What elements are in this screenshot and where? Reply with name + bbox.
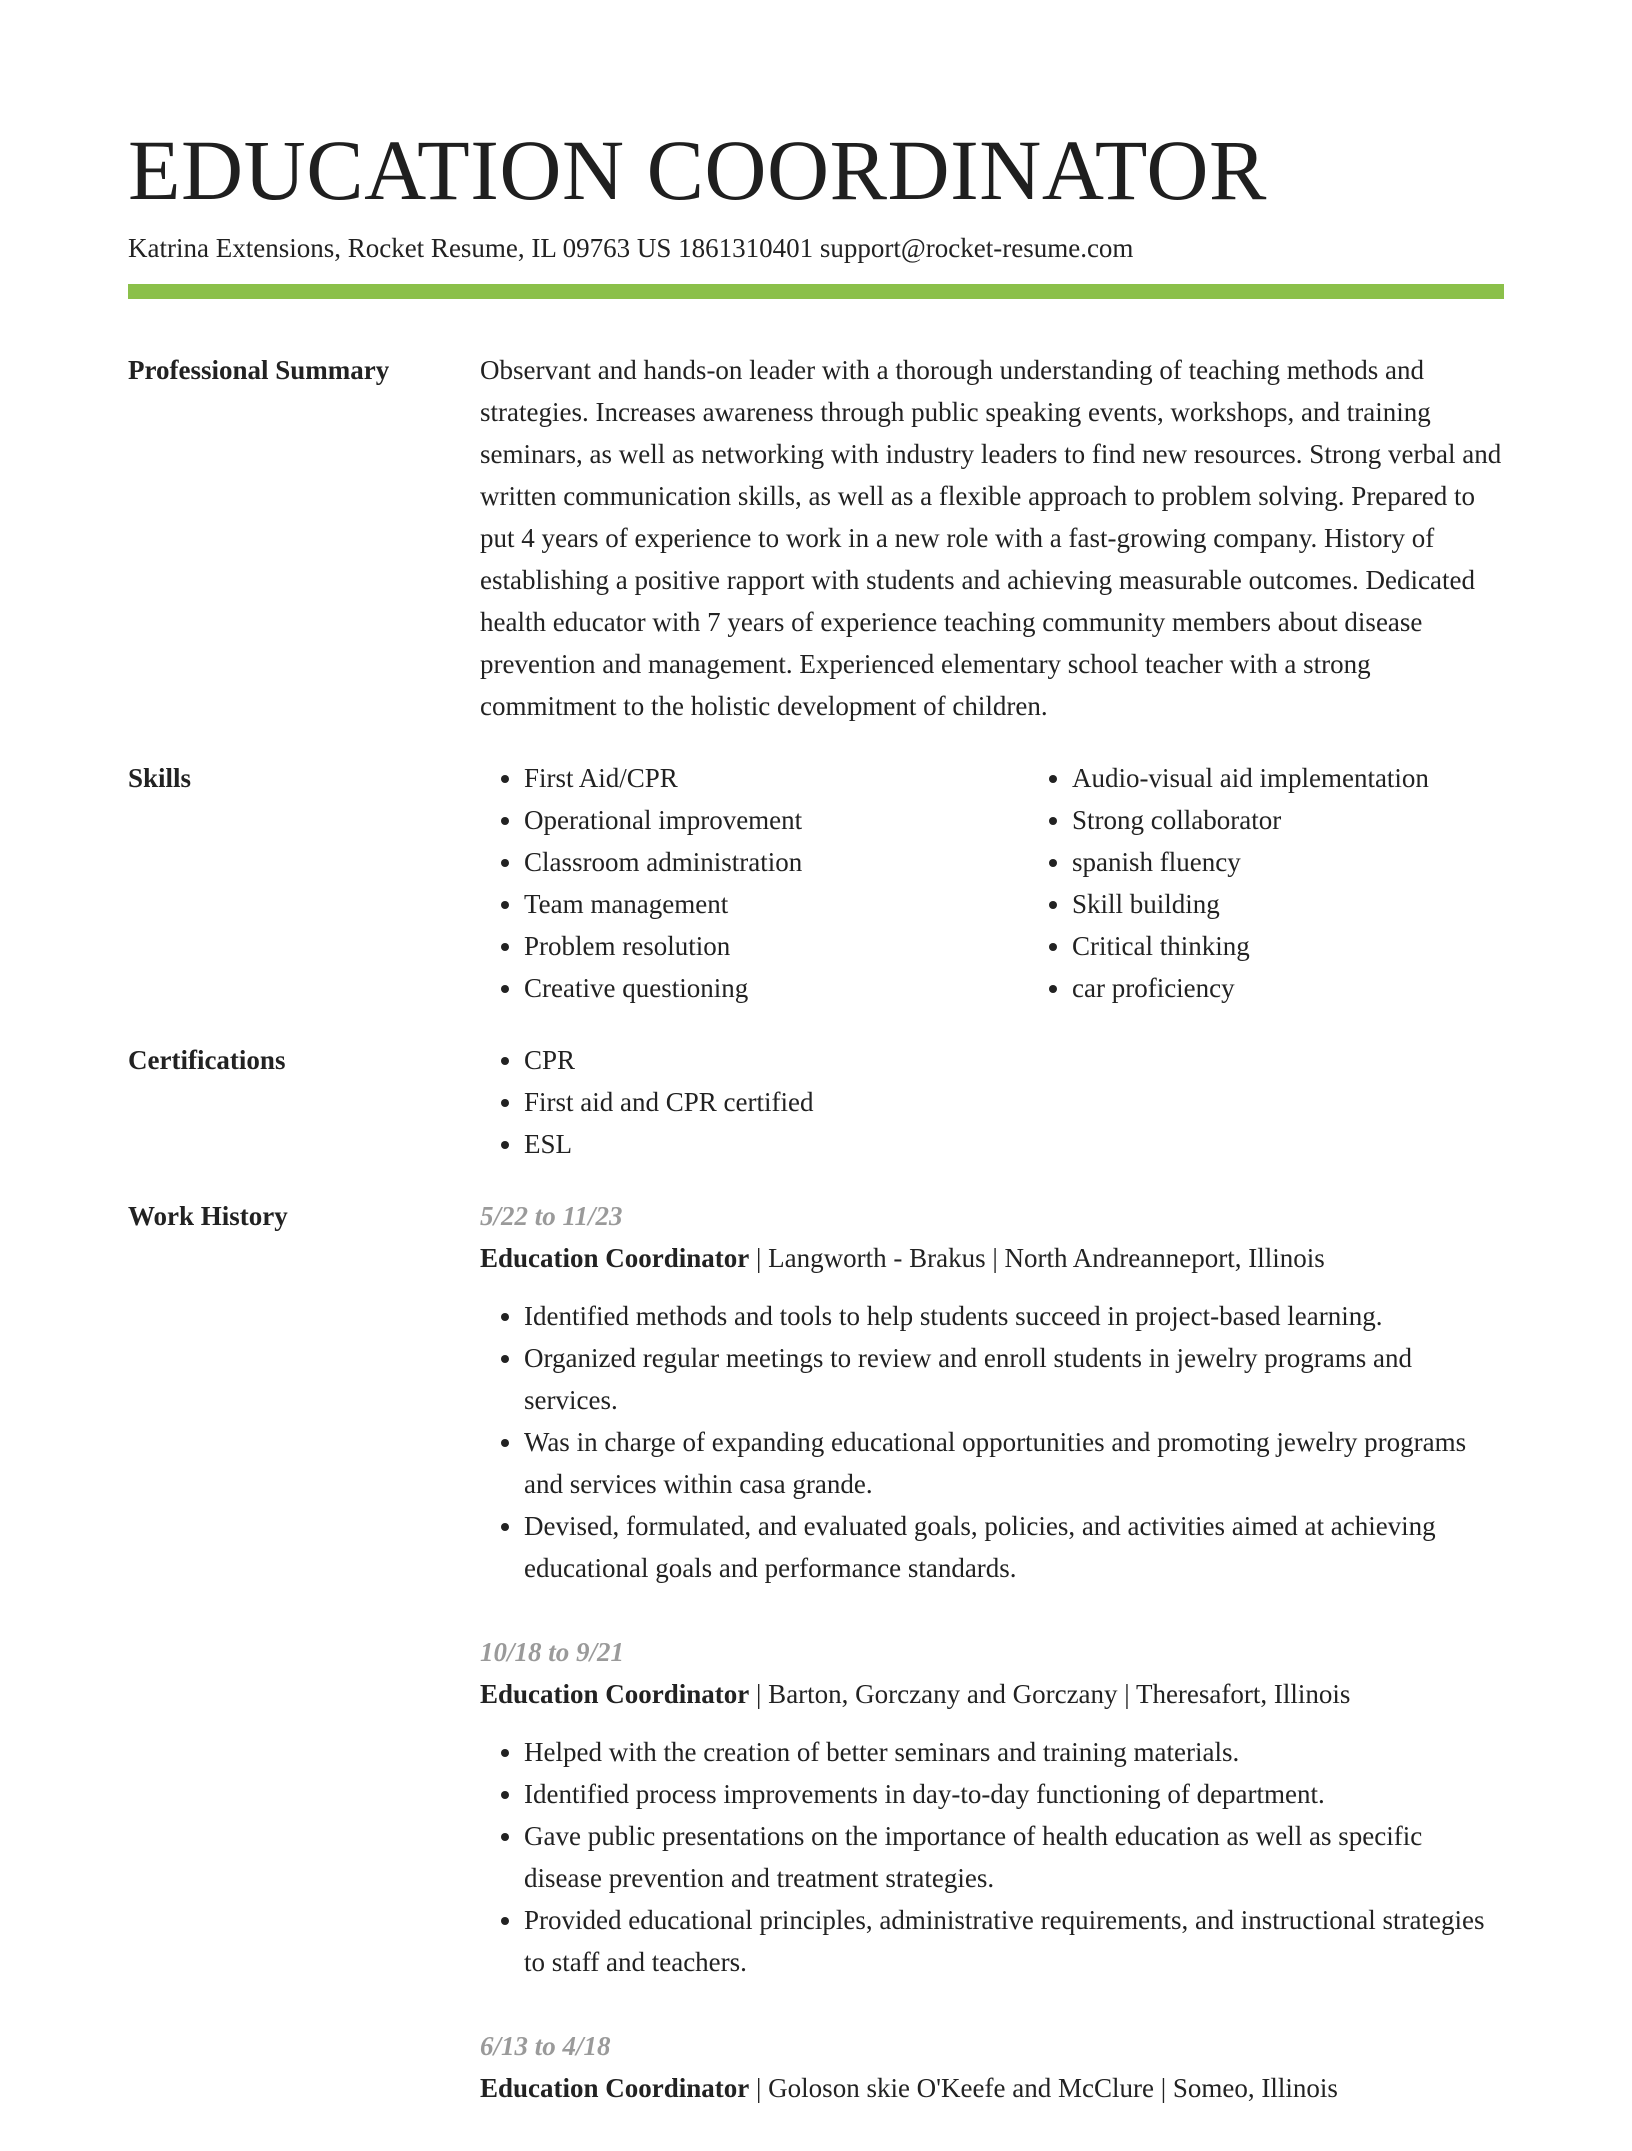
skills-columns bbox=[480, 757, 1576, 1009]
job-bullet: • Was in charge of expanding educational opportunities and promoting jewelry programs and services within casa grande. bbox=[524, 1421, 1504, 1505]
job-heading bbox=[480, 1673, 1504, 1715]
certifications-section bbox=[128, 1039, 1504, 1165]
work-history-section bbox=[128, 1195, 1504, 2151]
job-bullets bbox=[480, 1295, 1504, 1589]
job-bullet: • Devised, formulated, and evaluated goals, policies, and activities aimed at achieving educational goals and performance standards. bbox=[524, 1505, 1504, 1589]
job-details: | Langworth - Brakus | North Andreanneport, Illinois bbox=[749, 1243, 1325, 1273]
skill-item: • Creative questioning bbox=[524, 967, 1028, 1009]
summary-body bbox=[480, 349, 1504, 727]
certifications-body bbox=[480, 1039, 1504, 1165]
skills-section bbox=[128, 757, 1504, 1009]
job-title: Education Coordinator bbox=[480, 1243, 750, 1273]
work-history-body bbox=[480, 1195, 1504, 2151]
skill-item: • Strong collaborator bbox=[1072, 799, 1576, 841]
skill-item: • Problem resolution bbox=[524, 925, 1028, 967]
certification-item: • ESL bbox=[524, 1123, 1504, 1165]
job-heading bbox=[480, 1237, 1504, 1279]
section-label-summary: Professional Summary bbox=[128, 355, 390, 385]
job-entry bbox=[480, 1195, 1504, 1589]
certification-item: • First aid and CPR certified bbox=[524, 1081, 1504, 1123]
job-details: | Barton, Gorczany and Gorczany | Theresafort, Illinois bbox=[749, 1679, 1351, 1709]
section-label-work-history: Work History bbox=[128, 1201, 288, 1231]
job-bullet: • Gave public presentations on the importance of health education as well as specific disease prevention and treatment strategies. bbox=[524, 1815, 1504, 1899]
section-label-skills: Skills bbox=[128, 763, 192, 793]
job-details: | Goloson skie O'Keefe and McClure | Someo, Illinois bbox=[749, 2073, 1338, 2103]
skills-list-left bbox=[480, 757, 1028, 1009]
job-dates: 10/18 to 9/21 bbox=[480, 1637, 625, 1667]
skill-item: • Team management bbox=[524, 883, 1028, 925]
job-dates: 5/22 to 11/23 bbox=[480, 1201, 623, 1231]
header-divider bbox=[128, 284, 1504, 299]
summary-text: Observant and hands-on leader with a thorough understanding of teaching methods and strategies. Increases awareness through public speaking events, workshops, and training seminars, as well as networking with industry leaders to find new resources. Strong verbal and written communication skills, as well as a flexible approach to problem solving. Prepared to put 4 years of experience to work in a new role with a fast-growing company. History of establishing a positive rapport with students and achieving measurable outcomes. Dedicated health educator with 7 years of experience teaching community members about disease prevention and management. Experienced elementary school teacher with a strong commitment to the holistic development of children. bbox=[480, 355, 1502, 721]
job-bullet: • Organized regular meetings to review and enroll students in jewelry programs and services. bbox=[524, 1337, 1504, 1421]
skills-list-right bbox=[1028, 757, 1576, 1009]
skill-item: • Audio-visual aid implementation bbox=[1072, 757, 1576, 799]
job-entry bbox=[480, 2025, 1504, 2109]
job-title: Education Coordinator bbox=[480, 2073, 750, 2103]
job-entry bbox=[480, 1631, 1504, 1983]
skill-item: • First Aid/CPR bbox=[524, 757, 1028, 799]
skill-item: • Operational improvement bbox=[524, 799, 1028, 841]
certification-item: • CPR bbox=[524, 1039, 1504, 1081]
job-dates: 6/13 to 4/18 bbox=[480, 2031, 611, 2061]
skill-item: • Classroom administration bbox=[524, 841, 1028, 883]
contact-line: Katrina Extensions, Rocket Resume, IL 09763 US 1861310401 support@rocket-resume.com bbox=[128, 233, 1134, 263]
job-title: Education Coordinator bbox=[480, 1679, 750, 1709]
skill-item: • Critical thinking bbox=[1072, 925, 1576, 967]
page-title: EDUCATION COORDINATOR bbox=[128, 122, 1267, 218]
skill-item: • spanish fluency bbox=[1072, 841, 1576, 883]
job-bullets bbox=[480, 1731, 1504, 1983]
section-label-certifications: Certifications bbox=[128, 1045, 286, 1075]
certifications-list bbox=[480, 1039, 1504, 1165]
job-bullet: • Identified methods and tools to help students succeed in project-based learning. bbox=[524, 1295, 1504, 1337]
skill-item: • Skill building bbox=[1072, 883, 1576, 925]
skill-item: • car proficiency bbox=[1072, 967, 1576, 1009]
summary-section bbox=[128, 349, 1504, 727]
job-bullet: • Identified process improvements in day-to-day functioning of department. bbox=[524, 1773, 1504, 1815]
resume-page bbox=[128, 120, 1504, 2151]
job-bullet: • Provided educational principles, administrative requirements, and instructional strategies to staff and teachers. bbox=[524, 1899, 1504, 1983]
skills-body bbox=[480, 757, 1576, 1009]
job-heading bbox=[480, 2067, 1504, 2109]
job-bullet: • Helped with the creation of better seminars and training materials. bbox=[524, 1731, 1504, 1773]
